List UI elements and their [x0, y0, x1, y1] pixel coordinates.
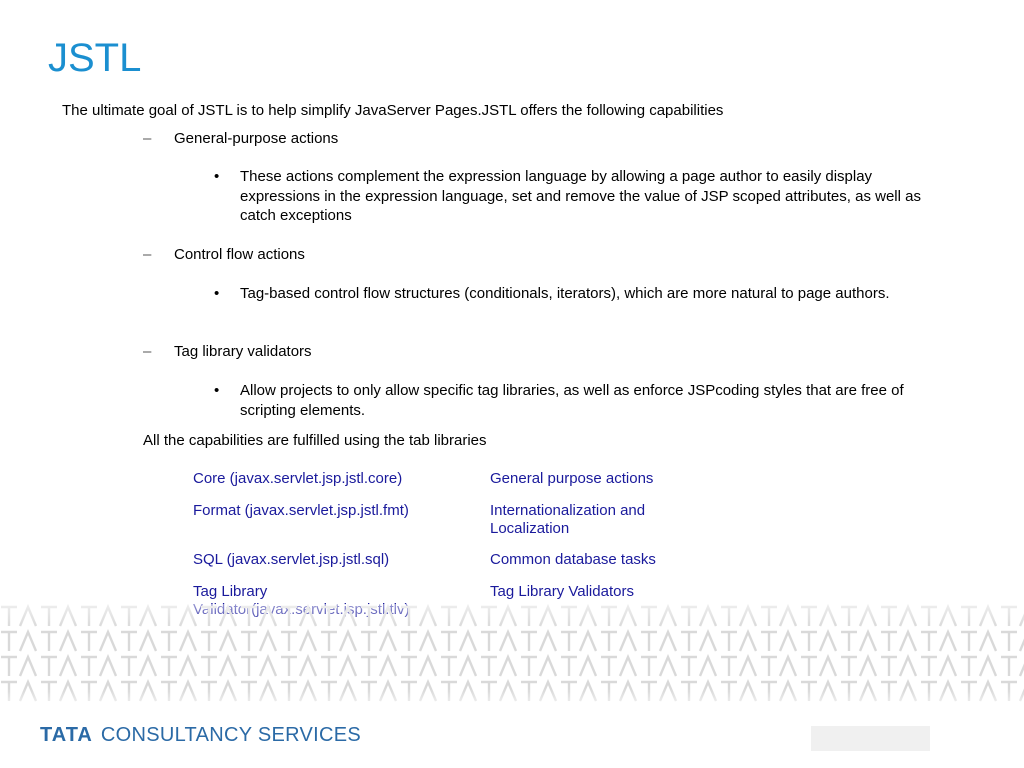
- summary-text: All the capabilities are fulfilled using the tab libraries: [143, 432, 487, 449]
- section-bullet-text: Allow projects to only allow specific tag libraries, as well as enforce JSPcoding styles that are free of scripting elements.: [240, 382, 904, 419]
- library-desc: Common database tasks: [490, 551, 656, 568]
- section-heading-label: General-purpose actions: [174, 130, 339, 147]
- section-bullet-control-flow: [214, 284, 924, 304]
- section-heading-control-flow: [143, 246, 305, 264]
- library-desc: General purpose actions: [490, 470, 654, 487]
- logo-tata-text: TATA: [40, 724, 93, 746]
- section-bullet-general: [214, 167, 924, 226]
- library-desc: Tag Library Validators: [490, 583, 634, 600]
- section-bullet-text: These actions complement the expression language by allowing a page author to easily display expressions in the expression language, set and remove the value of JSP scoped attributes, as well as catch exceptions: [240, 168, 921, 224]
- intro-text: The ultimate goal of JSTL is to help simplify JavaServer Pages.JSTL offers the following capabilities: [62, 102, 724, 119]
- dash-marker: –: [143, 246, 152, 263]
- dash-marker: –: [143, 130, 152, 147]
- library-name: SQL (javax.servlet.jsp.jstl.sql): [193, 551, 390, 568]
- bullet-marker: •: [214, 168, 220, 185]
- bullet-marker: •: [214, 285, 220, 302]
- tcs-logo: [40, 722, 361, 748]
- tata-watermark-pattern: [0, 604, 1024, 704]
- library-name: Core (javax.servlet.jsp.jstl.core): [193, 470, 403, 487]
- section-heading-general: [143, 130, 338, 148]
- library-desc: Internationalization and Localization: [490, 502, 646, 537]
- logo-consultancy-text: CONSULTANCY SERVICES: [100, 724, 362, 746]
- dash-marker: –: [143, 343, 152, 360]
- section-bullet-text: Tag-based control flow structures (conditionals, iterators), which are more natural to page authors.: [240, 285, 890, 302]
- section-heading-label: Tag library validators: [174, 343, 312, 360]
- bullet-marker: •: [214, 382, 220, 399]
- footer-placeholder-box: [811, 726, 930, 751]
- library-name: Format (javax.servlet.jsp.jstl.fmt): [193, 502, 409, 519]
- library-name: Tag Library: [193, 583, 268, 600]
- section-bullet-validators: [214, 381, 924, 420]
- section-heading-validators: [143, 343, 312, 361]
- slide-title: JSTL: [48, 36, 142, 80]
- section-heading-label: Control flow actions: [174, 246, 305, 263]
